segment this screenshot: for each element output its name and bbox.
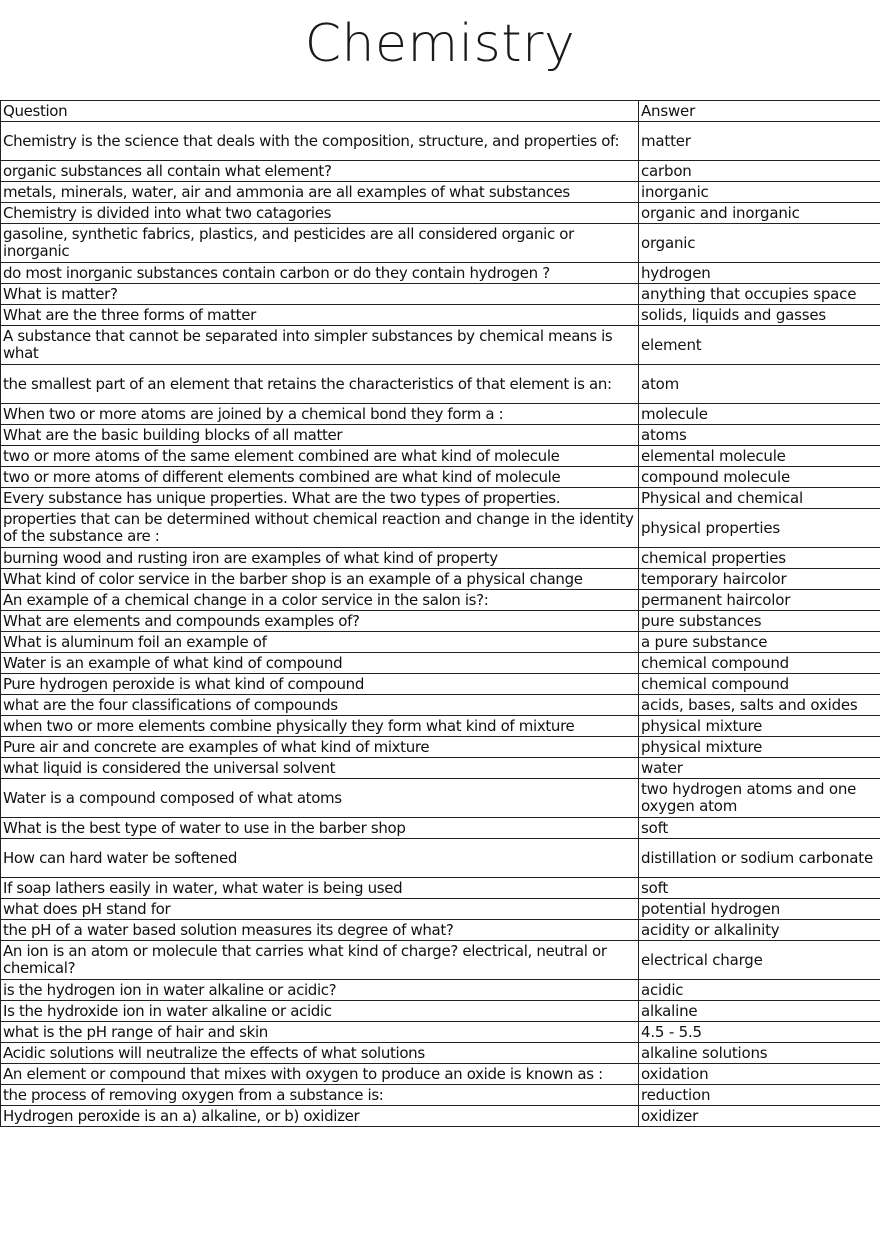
table-row [1,695,880,716]
table-row [1,758,880,779]
answer-cell: atoms [639,425,880,446]
answer-cell: Physical and chemical [639,488,880,509]
table-body [1,122,880,1127]
question-cell: What kind of color service in the barber shop is an example of a physical change [1,569,639,590]
table-row [1,590,880,611]
question-cell: A substance that cannot be separated into simpler substances by chemical means is what [1,326,639,365]
question-cell: the process of removing oxygen from a substance is: [1,1085,639,1106]
question-cell: when two or more elements combine physically they form what kind of mixture [1,716,639,737]
answer-cell: oxidizer [639,1106,880,1127]
question-cell: Hydrogen peroxide is an a) alkaline, or b) oxidizer [1,1106,639,1127]
table-row [1,509,880,548]
table-row [1,653,880,674]
table-row [1,941,880,980]
answer-cell: potential hydrogen [639,899,880,920]
question-cell: is the hydrogen ion in water alkaline or acidic? [1,980,639,1001]
table-row [1,674,880,695]
table-row [1,1064,880,1085]
question-cell: When two or more atoms are joined by a chemical bond they form a : [1,404,639,425]
question-cell: Acidic solutions will neutralize the effects of what solutions [1,1043,639,1064]
table-row [1,224,880,263]
table-row [1,1085,880,1106]
question-cell: Pure hydrogen peroxide is what kind of compound [1,674,639,695]
table-row [1,980,880,1001]
question-cell: What are the basic building blocks of all matter [1,425,639,446]
table-row [1,326,880,365]
question-cell: If soap lathers easily in water, what water is being used [1,878,639,899]
answer-cell: two hydrogen atoms and one oxygen atom [639,779,880,818]
answer-cell: organic [639,224,880,263]
question-cell: burning wood and rusting iron are examples of what kind of property [1,548,639,569]
answer-cell: carbon [639,161,880,182]
table-row [1,920,880,941]
answer-cell: soft [639,878,880,899]
question-cell: Every substance has unique properties. What are the two types of properties. [1,488,639,509]
answer-cell: temporary haircolor [639,569,880,590]
question-cell: two or more atoms of the same element combined are what kind of molecule [1,446,639,467]
answer-cell: atom [639,365,880,404]
question-cell: what liquid is considered the universal solvent [1,758,639,779]
table-row [1,548,880,569]
table-row [1,488,880,509]
table-row [1,716,880,737]
answer-cell: chemical properties [639,548,880,569]
answer-cell: reduction [639,1085,880,1106]
table-row [1,404,880,425]
table-row [1,161,880,182]
answer-cell: permanent haircolor [639,590,880,611]
qa-table [0,100,880,1127]
answer-cell: alkaline solutions [639,1043,880,1064]
table-row [1,425,880,446]
answer-cell: acids, bases, salts and oxides [639,695,880,716]
table-row [1,182,880,203]
question-cell: Pure air and concrete are examples of what kind of mixture [1,737,639,758]
question-cell: How can hard water be softened [1,839,639,878]
question-cell: An example of a chemical change in a color service in the salon is?: [1,590,639,611]
question-cell: What are the three forms of matter [1,305,639,326]
answer-cell: soft [639,818,880,839]
question-cell: An ion is an atom or molecule that carries what kind of charge? electrical, neutral or chemical? [1,941,639,980]
question-cell: what is the pH range of hair and skin [1,1022,639,1043]
question-cell: What is aluminum foil an example of [1,632,639,653]
table-row [1,284,880,305]
table-row [1,365,880,404]
table-row [1,203,880,224]
answer-cell: anything that occupies space [639,284,880,305]
question-cell: gasoline, synthetic fabrics, plastics, and pesticides are all considered organic or inorganic [1,224,639,263]
question-cell: What are elements and compounds examples of? [1,611,639,632]
answer-cell: hydrogen [639,263,880,284]
answer-cell: elemental molecule [639,446,880,467]
answer-cell: 4.5 - 5.5 [639,1022,880,1043]
table-row [1,569,880,590]
answer-cell: element [639,326,880,365]
answer-cell: acidity or alkalinity [639,920,880,941]
answer-cell: water [639,758,880,779]
answer-cell: pure substances [639,611,880,632]
question-cell: Water is an example of what kind of compound [1,653,639,674]
question-cell: metals, minerals, water, air and ammonia are all examples of what substances [1,182,639,203]
answer-cell: a pure substance [639,632,880,653]
question-cell: what does pH stand for [1,899,639,920]
answer-cell: solids, liquids and gasses [639,305,880,326]
table-row [1,122,880,161]
question-cell: What is matter? [1,284,639,305]
table-row [1,1043,880,1064]
table-row [1,467,880,488]
answer-cell: chemical compound [639,653,880,674]
answer-cell: physical mixture [639,716,880,737]
answer-cell: matter [639,122,880,161]
answer-cell: organic and inorganic [639,203,880,224]
question-cell: Chemistry is the science that deals with the composition, structure, and properties of: [1,122,639,161]
table-row [1,779,880,818]
table-row [1,818,880,839]
answer-cell: physical properties [639,509,880,548]
question-column-header: Question [1,101,639,122]
question-cell: what are the four classifications of compounds [1,695,639,716]
answer-column-header: Answer [639,101,880,122]
table-row [1,1106,880,1127]
question-cell: the pH of a water based solution measures its degree of what? [1,920,639,941]
answer-cell: chemical compound [639,674,880,695]
table-row [1,263,880,284]
answer-cell: distillation or sodium carbonate [639,839,880,878]
table-row [1,1001,880,1022]
table-row [1,1022,880,1043]
answer-cell: molecule [639,404,880,425]
answer-cell: oxidation [639,1064,880,1085]
question-cell: do most inorganic substances contain carbon or do they contain hydrogen ? [1,263,639,284]
answer-cell: physical mixture [639,737,880,758]
table-row [1,737,880,758]
question-cell: the smallest part of an element that retains the characteristics of that element is an: [1,365,639,404]
question-cell: organic substances all contain what element? [1,161,639,182]
question-cell: An element or compound that mixes with oxygen to produce an oxide is known as : [1,1064,639,1085]
answer-cell: alkaline [639,1001,880,1022]
page-title: Chemistry [304,14,576,74]
table-header-row [1,101,880,122]
table-row [1,632,880,653]
question-cell: Is the hydroxide ion in water alkaline or acidic [1,1001,639,1022]
table-row [1,611,880,632]
question-cell: Water is a compound composed of what atoms [1,779,639,818]
answer-cell: electrical charge [639,941,880,980]
answer-cell: compound molecule [639,467,880,488]
question-cell: properties that can be determined without chemical reaction and change in the identity of the substance are : [1,509,639,548]
question-cell: Chemistry is divided into what two catagories [1,203,639,224]
table-row [1,899,880,920]
question-cell: What is the best type of water to use in the barber shop [1,818,639,839]
question-cell: two or more atoms of different elements combined are what kind of molecule [1,467,639,488]
table-row [1,446,880,467]
answer-cell: inorganic [639,182,880,203]
table-row [1,878,880,899]
answer-cell: acidic [639,980,880,1001]
table-row [1,305,880,326]
table-row [1,839,880,878]
